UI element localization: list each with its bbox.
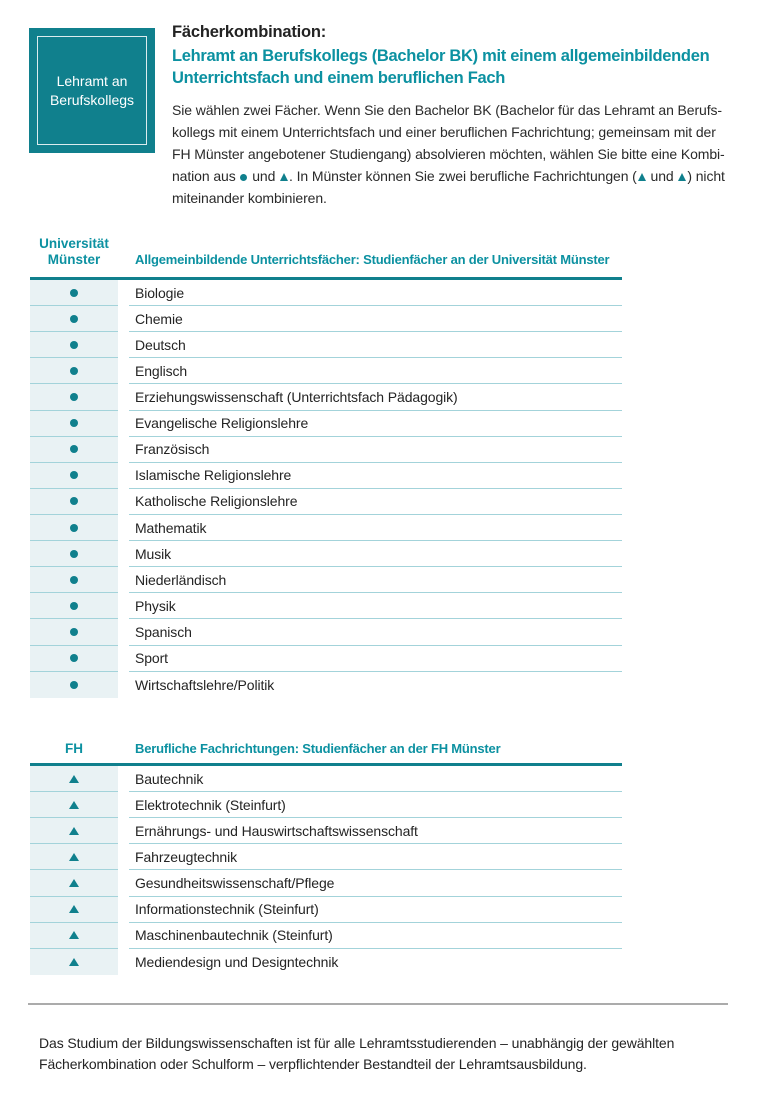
row-label: Erziehungswissenschaft (Unterrichtsfach Pädagogik) bbox=[129, 384, 622, 410]
column-gap bbox=[118, 358, 129, 384]
table-row bbox=[30, 646, 622, 672]
row-marker-cell bbox=[30, 818, 118, 844]
table-row bbox=[30, 306, 622, 332]
row-label: Spanisch bbox=[129, 619, 622, 645]
uni-dot-icon bbox=[70, 576, 78, 584]
footer-divider bbox=[28, 1003, 728, 1005]
column-gap bbox=[118, 619, 129, 645]
row-label: Katholische Religionslehre bbox=[129, 489, 622, 515]
row-label: Mathematik bbox=[129, 515, 622, 541]
column-gap bbox=[118, 870, 129, 896]
uni-dot-icon bbox=[70, 497, 78, 505]
column-gap bbox=[118, 593, 129, 619]
row-marker-cell bbox=[30, 515, 118, 541]
table-col1-header bbox=[30, 741, 118, 757]
row-label: Informationstechnik (Steinfurt) bbox=[129, 897, 622, 923]
row-marker-cell bbox=[30, 358, 118, 384]
row-marker-cell bbox=[30, 792, 118, 818]
row-label: Physik bbox=[129, 593, 622, 619]
footer-note-line: Das Studium der Bildungswissenschaften ist für alle Lehramtsstudierenden – unabhängig der gewählten bbox=[39, 1035, 675, 1051]
fh-triangle-icon bbox=[69, 827, 79, 835]
table-row bbox=[30, 280, 622, 306]
row-marker-cell bbox=[30, 437, 118, 463]
column-gap bbox=[118, 541, 129, 567]
table-col2-header: Berufliche Fachrichtungen: Studienfächer an der FH Münster bbox=[135, 741, 501, 756]
column-gap bbox=[118, 384, 129, 410]
row-marker-cell bbox=[30, 280, 118, 306]
row-label: Niederländisch bbox=[129, 567, 622, 593]
row-label: Wirtschaftslehre/Politik bbox=[135, 676, 275, 693]
row-marker-cell bbox=[30, 766, 118, 792]
row-label: Maschinenbautechnik (Steinfurt) bbox=[129, 923, 622, 949]
row-label: Musik bbox=[129, 541, 622, 567]
table-row bbox=[30, 949, 622, 975]
table-header-row bbox=[30, 236, 622, 268]
table-row bbox=[30, 437, 622, 463]
footer-note bbox=[39, 1033, 674, 1075]
intro-line: nation aus und . In Münster können Sie zwei berufliche Fachrichtungen ( und ) nicht bbox=[172, 168, 725, 184]
uni-dot-icon bbox=[70, 550, 78, 558]
row-label: Bautechnik bbox=[129, 766, 622, 792]
row-marker-cell bbox=[30, 384, 118, 410]
table-row bbox=[30, 870, 622, 896]
table-row bbox=[30, 541, 622, 567]
row-marker-cell bbox=[30, 619, 118, 645]
column-gap bbox=[118, 280, 129, 306]
table-row bbox=[30, 923, 622, 949]
fh-triangle-icon bbox=[69, 801, 79, 809]
uni-dot-icon bbox=[70, 628, 78, 636]
table-row bbox=[30, 332, 622, 358]
uni-dot-icon bbox=[70, 419, 78, 427]
table-row bbox=[30, 766, 622, 792]
row-marker-cell bbox=[30, 489, 118, 515]
row-marker-cell bbox=[30, 411, 118, 437]
uni-dot-icon bbox=[70, 524, 78, 532]
table-row bbox=[30, 672, 622, 698]
column-gap bbox=[118, 332, 129, 358]
table-row bbox=[30, 384, 622, 410]
row-label: Evangelische Religionslehre bbox=[129, 411, 622, 437]
heading-title-line: Lehramt an Berufskollegs (Bachelor BK) mit einem allgemeinbildenden bbox=[172, 47, 710, 65]
column-gap bbox=[118, 766, 129, 792]
heading-title-line: Unterrichtsfach und einem beruflichen Fach bbox=[172, 69, 506, 87]
intro-line: kollegs mit einem Unterrichtsfach und einer beruflichen Fachrichtung; gemeinsam mit der bbox=[172, 124, 716, 140]
fh-triangle-icon bbox=[69, 931, 79, 939]
column-gap bbox=[118, 646, 129, 672]
row-marker-cell bbox=[30, 306, 118, 332]
table-row bbox=[30, 619, 622, 645]
table-row bbox=[30, 358, 622, 384]
column-gap bbox=[118, 672, 129, 698]
table-row bbox=[30, 818, 622, 844]
row-marker-cell bbox=[30, 923, 118, 949]
column-gap bbox=[118, 818, 129, 844]
uni-dot-icon bbox=[70, 471, 78, 479]
fh-triangle-icon bbox=[638, 173, 646, 181]
footer-note-line: Fächerkombination oder Schulform – verpflichtender Bestandteil der Lehramtsausbildung. bbox=[39, 1056, 587, 1072]
table-row bbox=[30, 515, 622, 541]
column-gap bbox=[118, 567, 129, 593]
intro-line: FH Münster angebotener Studiengang) absolvieren möchten, wählen Sie bitte eine Kombi- bbox=[172, 146, 725, 162]
table-row bbox=[30, 792, 622, 818]
header-block bbox=[172, 22, 738, 209]
row-marker-cell bbox=[30, 844, 118, 870]
heading-title bbox=[172, 45, 738, 89]
column-gap bbox=[118, 489, 129, 515]
row-marker-cell bbox=[30, 567, 118, 593]
column-gap bbox=[118, 306, 129, 332]
table-col1-header-line: Universität bbox=[39, 236, 109, 251]
column-gap bbox=[118, 437, 129, 463]
row-marker-cell bbox=[30, 870, 118, 896]
fh-triangle-icon bbox=[69, 853, 79, 861]
fh-triangle-icon bbox=[280, 173, 288, 181]
row-marker-cell bbox=[30, 949, 118, 975]
fh-triangle-icon bbox=[69, 958, 79, 966]
program-badge bbox=[29, 28, 155, 153]
table-row bbox=[30, 489, 622, 515]
row-label: Gesundheitswissenschaft/Pflege bbox=[129, 870, 622, 896]
row-marker-cell bbox=[30, 541, 118, 567]
table-row bbox=[30, 463, 622, 489]
table-row bbox=[30, 411, 622, 437]
row-label: Ernährungs- und Hauswirtschaftswissenschaft bbox=[129, 818, 622, 844]
table-col1-header-line: Münster bbox=[47, 252, 101, 267]
uni-dot-icon bbox=[70, 393, 78, 401]
row-marker-cell bbox=[30, 897, 118, 923]
row-label: Sport bbox=[129, 646, 622, 672]
table-header-row bbox=[30, 741, 622, 757]
program-badge-label: Lehramt an bbox=[56, 72, 128, 89]
row-marker-cell bbox=[30, 593, 118, 619]
row-label: Islamische Religionslehre bbox=[129, 463, 622, 489]
uni-dot-icon bbox=[70, 289, 78, 297]
table-row bbox=[30, 897, 622, 923]
uni-dot-icon bbox=[70, 654, 78, 662]
table-row bbox=[30, 567, 622, 593]
table-row bbox=[30, 593, 622, 619]
table-col1-header bbox=[30, 236, 118, 268]
uni-dot-icon bbox=[70, 602, 78, 610]
uni-subjects-table bbox=[30, 236, 622, 698]
program-badge-frame bbox=[37, 36, 147, 145]
program-badge-label: Berufskollegs bbox=[49, 91, 135, 108]
column-gap bbox=[118, 923, 129, 949]
row-label: Deutsch bbox=[129, 332, 622, 358]
uni-dot-icon bbox=[70, 367, 78, 375]
fh-subjects-table bbox=[30, 741, 622, 975]
row-label: Elektrotechnik (Steinfurt) bbox=[129, 792, 622, 818]
fh-triangle-icon bbox=[69, 775, 79, 783]
column-gap bbox=[118, 515, 129, 541]
intro-line: Sie wählen zwei Fächer. Wenn Sie den Bachelor BK (Bachelor für das Lehramt an Berufs- bbox=[172, 102, 722, 118]
row-label: Französisch bbox=[129, 437, 622, 463]
column-gap bbox=[118, 463, 129, 489]
row-label: Mediendesign und Designtechnik bbox=[135, 953, 339, 970]
fh-triangle-icon bbox=[69, 879, 79, 887]
intro-paragraph bbox=[172, 99, 738, 209]
row-label: Fahrzeugtechnik bbox=[129, 844, 622, 870]
row-marker-cell bbox=[30, 672, 118, 698]
row-label: Biologie bbox=[129, 280, 622, 306]
uni-dot-icon bbox=[70, 341, 78, 349]
heading-kicker: Fächerkombination: bbox=[172, 23, 327, 41]
column-gap bbox=[118, 792, 129, 818]
uni-dot-icon bbox=[70, 315, 78, 323]
column-gap bbox=[118, 844, 129, 870]
column-gap bbox=[118, 411, 129, 437]
row-marker-cell bbox=[30, 463, 118, 489]
table-row bbox=[30, 844, 622, 870]
column-gap bbox=[118, 897, 129, 923]
row-label: Englisch bbox=[129, 358, 622, 384]
uni-dot-icon bbox=[240, 174, 247, 181]
intro-line: miteinander kombinieren. bbox=[172, 190, 327, 206]
table-col1-header-line: FH bbox=[65, 741, 83, 756]
fh-triangle-icon bbox=[678, 173, 686, 181]
row-label: Chemie bbox=[129, 306, 622, 332]
uni-dot-icon bbox=[70, 681, 78, 689]
table-col2-header: Allgemeinbildende Unterrichtsfächer: Studienfächer an der Universität Münster bbox=[135, 252, 610, 267]
column-gap bbox=[118, 949, 129, 975]
row-marker-cell bbox=[30, 332, 118, 358]
uni-dot-icon bbox=[70, 445, 78, 453]
fh-triangle-icon bbox=[69, 905, 79, 913]
row-marker-cell bbox=[30, 646, 118, 672]
